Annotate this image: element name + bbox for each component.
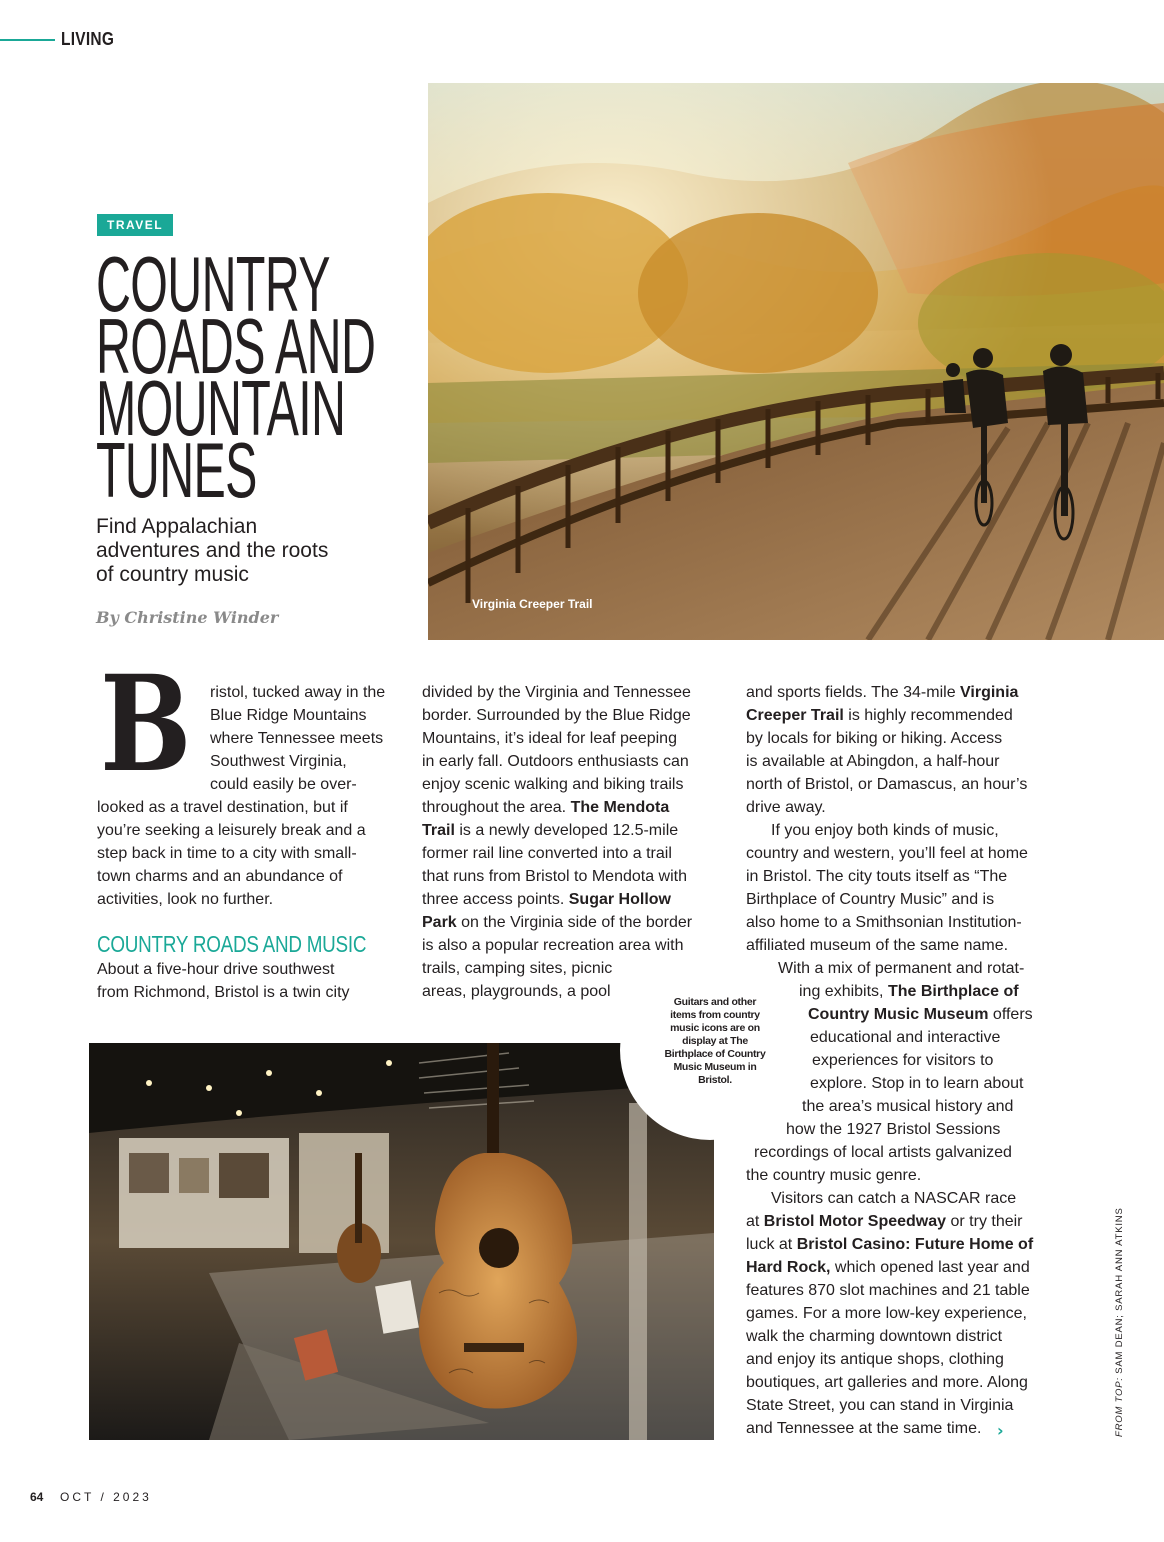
- body-line: trails, camping sites, picnic: [422, 960, 613, 977]
- caption-line: Bristol.: [698, 1074, 732, 1086]
- credit-prefix: FROM TOP:: [1114, 1377, 1125, 1437]
- body-line: from Richmond, Bristol is a twin city: [97, 984, 350, 1001]
- body-line: recordings of local artists galvanized: [754, 1144, 1012, 1161]
- dek-line: of country music: [96, 563, 249, 586]
- dek: [96, 515, 396, 587]
- section-subhead: COUNTRY ROADS AND MUSIC: [97, 931, 367, 957]
- body-line: With a mix of permanent and rotat-: [778, 960, 1025, 977]
- chevron-right-icon: ›: [997, 1421, 1004, 1440]
- caption-line: Guitars and other: [673, 996, 757, 1008]
- body-line: experiences for visitors to: [812, 1052, 994, 1069]
- body-line: affiliated museum of the same name.: [746, 937, 1009, 954]
- caption-line: display at The: [682, 1035, 748, 1047]
- body-line: Visitors can catch a NASCAR race: [771, 1190, 1017, 1207]
- body-line: State Street, you can stand in Virginia: [746, 1397, 1014, 1414]
- body-line: Blue Ridge Mountains: [210, 707, 367, 724]
- credit-names: SAM DEAN; SARAH ANN ATKINS: [1114, 1207, 1125, 1374]
- body-line: step back in time to a city with small-: [97, 845, 357, 862]
- byline: By Christine Winder: [96, 608, 279, 627]
- body-line: boutiques, art galleries and more. Along: [746, 1374, 1028, 1391]
- body-line: north of Bristol, or Damascus, an hour’s: [746, 776, 1028, 793]
- body-line: border. Surrounded by the Blue Ridge: [422, 707, 691, 724]
- section-label: LIVING: [61, 29, 115, 49]
- body-line: by locals for biking or hiking. Access: [746, 730, 1003, 747]
- body-line: and Tennessee at the same time.: [746, 1420, 982, 1437]
- body-line: walk the charming downtown district: [746, 1328, 1003, 1345]
- body-line: enjoy scenic walking and biking trails: [422, 776, 684, 793]
- body-column-1-top: [210, 681, 385, 796]
- body-line: drive away.: [746, 799, 826, 816]
- body-line: Park on the Virginia side of the border: [422, 914, 693, 931]
- body-line: Southwest Virginia,: [210, 753, 347, 770]
- category-tag: TRAVEL: [97, 214, 173, 236]
- body-line: that runs from Bristol to Mendota with: [422, 868, 687, 885]
- hero-photo: [428, 83, 1164, 640]
- body-line: could easily be over-: [210, 776, 357, 793]
- body-line: country and western, you’ll feel at home: [746, 845, 1028, 862]
- caption-line: Music Museum in: [673, 1061, 757, 1073]
- body-line: ristol, tucked away in the: [210, 684, 386, 701]
- body-line: activities, look no further.: [97, 891, 274, 908]
- museum-exhibit-image: [89, 1043, 714, 1440]
- body-column-1-bottom: [97, 958, 350, 1004]
- headline-line: COUNTRY: [96, 240, 330, 328]
- section-rule: [0, 39, 55, 41]
- drop-cap: B: [100, 647, 192, 802]
- caption-line: items from country: [670, 1009, 760, 1021]
- caption-line: music icons are on: [670, 1022, 760, 1034]
- body-line: explore. Stop in to learn about: [810, 1075, 1024, 1092]
- body-line: About a five-hour drive southwest: [97, 961, 335, 978]
- issue-date: OCT / 2023: [60, 1490, 152, 1504]
- body-line: Hard Rock, which opened last year and: [746, 1259, 1030, 1276]
- body-line: areas, playgrounds, a pool: [422, 983, 611, 1000]
- body-line: looked as a travel destination, but if: [97, 799, 348, 816]
- headline-line: ROADS AND: [96, 302, 376, 390]
- body-line: also home to a Smithsonian Institution-: [746, 914, 1022, 931]
- body-line: you’re seeking a leisurely break and a: [97, 822, 366, 839]
- trail-bridge-image: [428, 83, 1164, 640]
- body-line: Country Music Museum offers: [808, 1006, 1033, 1023]
- body-line: former rail line converted into a trail: [422, 845, 672, 862]
- body-line: Creeper Trail is highly recommended: [746, 707, 1013, 724]
- body-line: throughout the area. The Mendota: [422, 799, 670, 816]
- body-line: educational and interactive: [810, 1029, 1001, 1046]
- body-line: how the 1927 Bristol Sessions: [786, 1121, 1001, 1138]
- body-line: is available at Abingdon, a half-hour: [746, 753, 1000, 770]
- body-line: features 870 slot machines and 21 table: [746, 1282, 1030, 1299]
- body-column-1-middle: [97, 796, 366, 911]
- headline: [96, 240, 381, 514]
- photo-credit: [1114, 1207, 1125, 1437]
- body-line: divided by the Virginia and Tennessee: [422, 684, 691, 701]
- page-number: 64: [30, 1490, 44, 1504]
- body-line: games. For a more low-key experience,: [746, 1305, 1027, 1322]
- body-line: Birthplace of Country Music” and is: [746, 891, 995, 908]
- body-column-2: [422, 681, 692, 1003]
- hero-caption: Virginia Creeper Trail: [472, 597, 593, 611]
- body-line: and sports fields. The 34-mile Virginia: [746, 684, 1019, 701]
- body-line: the country music genre.: [746, 1167, 922, 1184]
- body-line: If you enjoy both kinds of music,: [771, 822, 999, 839]
- body-line: at Bristol Motor Speedway or try their: [746, 1213, 1023, 1230]
- dek-line: adventures and the roots: [96, 539, 329, 562]
- body-line: Trail is a newly developed 12.5-mile: [422, 822, 679, 839]
- body-line: luck at Bristol Casino: Future Home of: [746, 1236, 1034, 1253]
- body-line: Mountains, it’s ideal for leaf peeping: [422, 730, 677, 747]
- body-line: and enjoy its antique shops, clothing: [746, 1351, 1004, 1368]
- dek-line: Find Appalachian: [96, 515, 258, 538]
- body-line: in Bristol. The city touts itself as “The: [746, 868, 1008, 885]
- museum-photo: [89, 1043, 714, 1440]
- headline-line: TUNES: [96, 426, 257, 514]
- body-line: ing exhibits, The Birthplace of: [799, 983, 1019, 1000]
- photo-caption: [660, 996, 770, 1087]
- headline-line: MOUNTAIN: [96, 364, 346, 452]
- body-line: where Tennessee meets: [210, 730, 384, 747]
- body-line: is also a popular recreation area with: [422, 937, 684, 954]
- caption-line: Birthplace of Country: [664, 1048, 766, 1060]
- body-line: three access points. Sugar Hollow: [422, 891, 671, 908]
- body-line: the area’s musical history and: [802, 1098, 1014, 1115]
- body-line: in early fall. Outdoors enthusiasts can: [422, 753, 689, 770]
- body-line: town charms and an abundance of: [97, 868, 343, 885]
